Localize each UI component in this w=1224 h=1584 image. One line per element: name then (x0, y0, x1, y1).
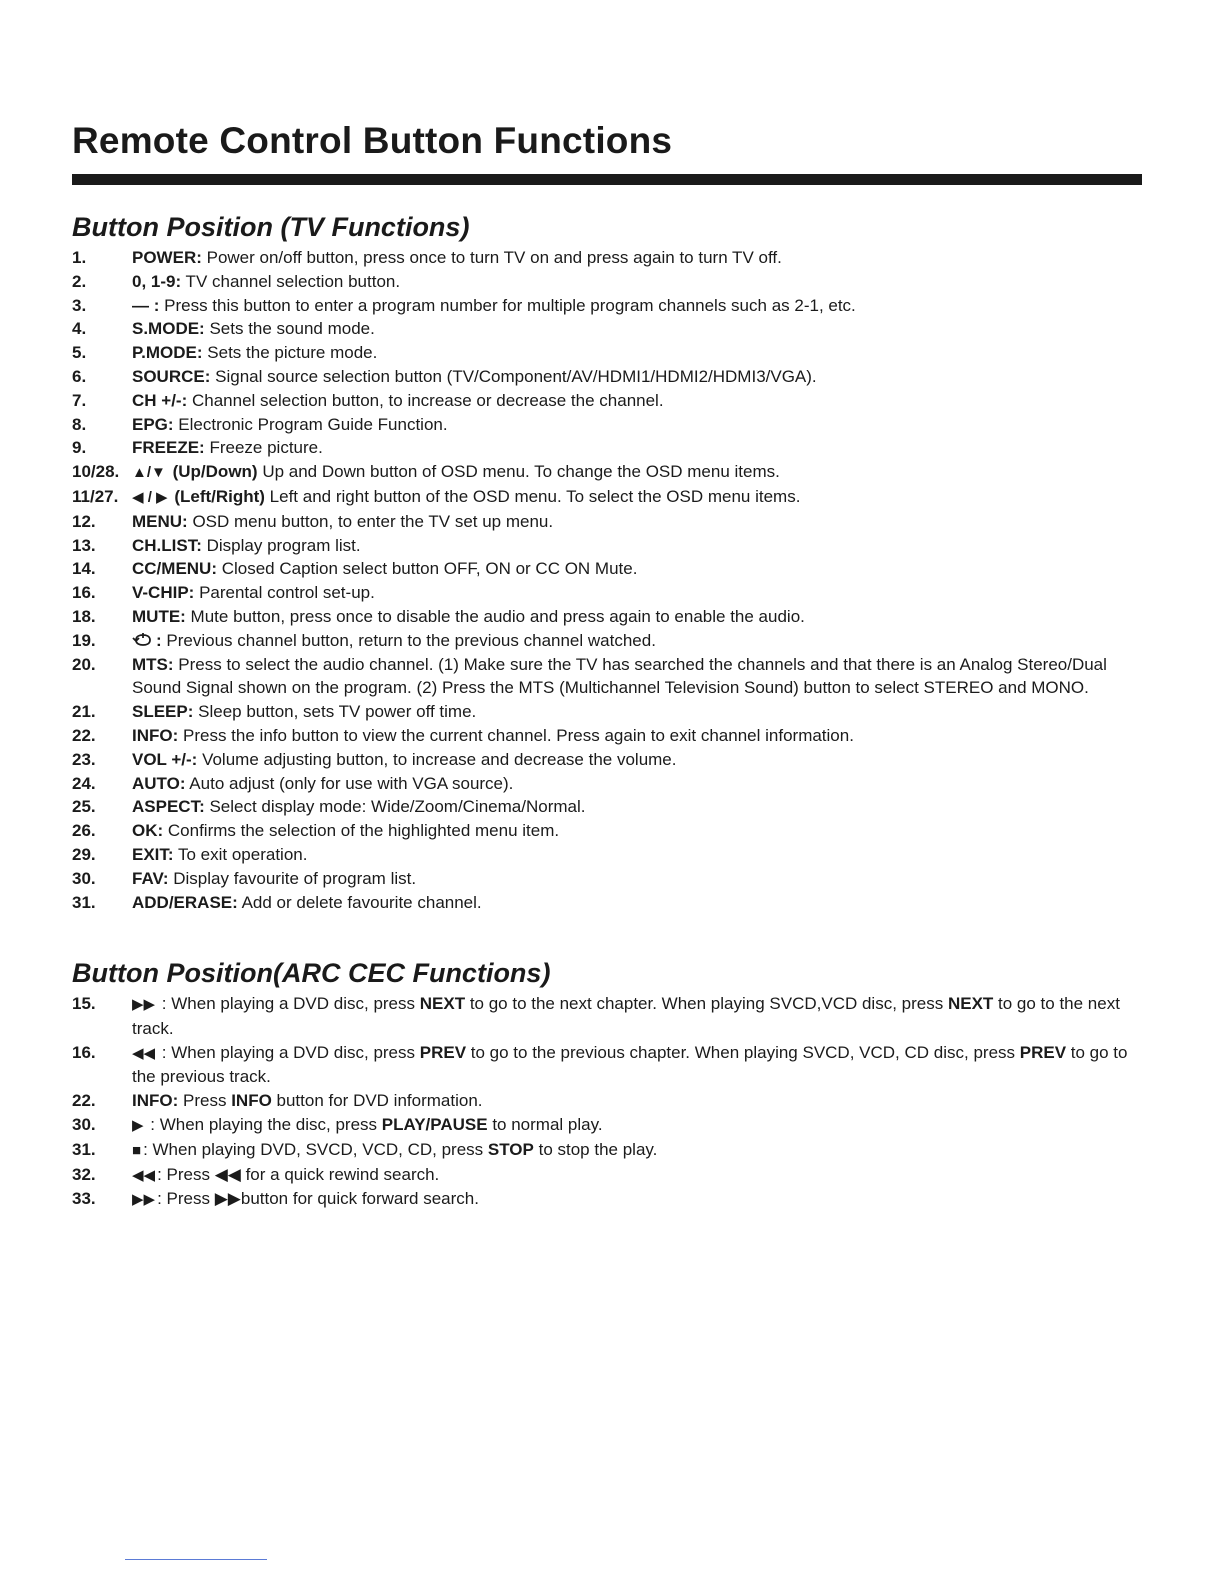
item-number: 29. (72, 844, 96, 864)
list-item (72, 389, 1142, 413)
item-number: 30. (72, 868, 96, 888)
button-symbol-icon: ▶ (132, 1116, 144, 1134)
button-description: Sets the picture mode. (202, 343, 378, 363)
section-title-tv-functions: Button Position (TV Functions) (72, 212, 470, 242)
item-number: 22. (72, 1091, 96, 1111)
list-item (72, 413, 1142, 437)
button-label: (Left/Right) (174, 486, 265, 506)
item-description (132, 819, 1142, 843)
button-description: Display program list. (201, 535, 361, 555)
button-description: Sleep button, sets TV power off time. (193, 702, 477, 722)
list-item (72, 1187, 1142, 1212)
description-text: : Press (157, 1189, 215, 1209)
button-description: Add or delete favourite channel. (237, 892, 482, 912)
button-label: AUTO: (132, 773, 186, 793)
description-text: : When playing the disc, press (145, 1114, 382, 1134)
button-label: EPG: (132, 414, 174, 434)
item-number: 24. (72, 773, 96, 793)
button-description: Select display mode: Wide/Zoom/Cinema/Normal. (204, 797, 586, 817)
item-description (132, 1163, 1142, 1188)
button-label: SOURCE: (132, 366, 211, 386)
list-item (72, 581, 1142, 605)
button-label: VOL +/-: (132, 749, 198, 769)
list-item (72, 557, 1142, 581)
button-description: Up and Down button of OSD menu. To change the OSD menu items. (257, 462, 780, 482)
list-item (72, 700, 1142, 724)
item-number: 6. (72, 366, 87, 386)
item-number: 18. (72, 606, 96, 626)
button-description: Parental control set-up. (194, 583, 375, 603)
button-description: Signal source selection button (TV/Component/AV/HDMI1/HDMI2/HDMI3/VGA). (210, 366, 817, 386)
list-item (72, 436, 1142, 460)
item-number: 16. (72, 1042, 96, 1062)
description-text: : When playing a DVD disc, press (157, 994, 420, 1013)
item-number: 14. (72, 559, 96, 579)
item-number: 7. (72, 390, 87, 410)
item-number: 20. (72, 654, 96, 674)
button-description: Closed Caption select button OFF, ON or CC ON Mute. (217, 559, 638, 579)
description-text: button for quick forward search. (240, 1189, 479, 1209)
description-text: to go to the next chapter. When playing SVCD,VCD disc, press (465, 994, 948, 1013)
item-number: 25. (72, 797, 96, 817)
button-description: Display favourite of program list. (168, 868, 417, 888)
list-item (72, 1113, 1142, 1138)
item-description (132, 485, 1142, 510)
list-item (72, 772, 1142, 796)
button-description: Press the info button to view the current channel. Press again to exit channel information. (178, 725, 854, 745)
button-label: ASPECT: (132, 797, 205, 817)
button-symbol-icon: ▲/▼ (132, 464, 166, 482)
list-item (72, 867, 1142, 891)
item-number: 19. (72, 630, 96, 650)
list-item (72, 317, 1142, 341)
description-text: : When playing a DVD disc, press (157, 1042, 420, 1062)
emphasis-text: NEXT (419, 994, 466, 1013)
tv-functions-list (72, 246, 1142, 914)
button-symbol-icon: ◀ / ▶ (132, 488, 168, 506)
button-symbol-icon: ◀◀ (132, 1166, 156, 1184)
button-description: Press to select the audio channel. (1) Make sure the TV has searched the channels and that there is an Analog Stereo/Dual Sound Signal shown on the program. (2) Press the MTS (Multichannel Television Sound) button to select STEREO and MONO. (132, 654, 1107, 698)
emphasis-text: PREV (419, 1042, 467, 1062)
list-item (72, 1089, 1142, 1113)
item-number: 3. (72, 295, 87, 315)
item-description (132, 653, 1142, 701)
button-label: CH +/-: (132, 390, 188, 410)
button-description: Power on/off button, press once to turn TV on and press again to turn TV off. (201, 248, 782, 267)
item-description (132, 413, 1142, 437)
description-text: to stop the play. (533, 1139, 658, 1159)
button-description: Electronic Program Guide Function. (173, 414, 448, 434)
button-label: MTS: (132, 654, 174, 674)
button-label: ADD/ERASE: (132, 892, 238, 912)
item-description (132, 341, 1142, 365)
button-label: (Up/Down) (172, 462, 258, 482)
button-symbol-icon: ■ (132, 1141, 142, 1159)
button-label: MENU: (132, 511, 188, 531)
item-description (132, 795, 1142, 819)
button-label: 0, 1-9: (132, 271, 182, 291)
item-description (132, 992, 1142, 1041)
button-symbol-icon: ◀◀ (132, 1044, 156, 1062)
button-label: FAV: (132, 868, 169, 888)
item-number: 12. (72, 511, 96, 531)
item-description (132, 246, 1142, 270)
item-description (132, 891, 1142, 915)
item-description (132, 724, 1142, 748)
button-description: Previous channel button, return to the previous channel watched. (161, 630, 656, 650)
description-text: to go to the previous track. (132, 1042, 1128, 1087)
button-label: OK: (132, 821, 164, 841)
button-description: Press this button to enter a program number for multiple program channels such as 2-1, etc. (159, 295, 856, 315)
emphasis-text: ◀◀ (214, 1164, 241, 1184)
button-description: Auto adjust (only for use with VGA source). (185, 773, 514, 793)
item-number: 2. (72, 271, 87, 291)
item-number: 21. (72, 702, 96, 722)
button-description: Mute button, press once to disable the audio and press again to enable the audio. (185, 606, 805, 626)
item-description (132, 772, 1142, 796)
list-item (72, 629, 1142, 653)
recall-icon (132, 632, 154, 648)
list-item (72, 365, 1142, 389)
item-number: 22. (72, 725, 96, 745)
emphasis-text: ▶▶ (214, 1189, 241, 1209)
arc-cec-functions-list (72, 992, 1142, 1212)
button-label: FREEZE: (132, 438, 205, 458)
list-item (72, 748, 1142, 772)
item-number: 16. (72, 583, 96, 603)
item-number: 33. (72, 1189, 96, 1209)
item-number: 31. (72, 892, 96, 912)
item-number: 13. (72, 535, 96, 555)
emphasis-text: PLAY/PAUSE (381, 1114, 488, 1134)
item-number: 10/28. (72, 462, 120, 482)
button-symbol-icon: ▶▶ (132, 996, 156, 1013)
item-number: 4. (72, 319, 87, 339)
button-description: Sets the sound mode. (204, 319, 375, 339)
item-description (132, 1113, 1142, 1138)
button-description: Volume adjusting button, to increase and decrease the volume. (197, 749, 677, 769)
item-description (132, 1138, 1142, 1163)
button-description: Channel selection button, to increase or decrease the channel. (187, 390, 664, 410)
item-number: 31. (72, 1139, 96, 1159)
button-label: POWER: (132, 248, 202, 267)
item-description (132, 1089, 1142, 1113)
item-description (132, 700, 1142, 724)
list-item (72, 605, 1142, 629)
description-text: to go to the previous chapter. When playing SVCD, VCD, CD disc, press (466, 1042, 1020, 1062)
item-number: 32. (72, 1164, 96, 1184)
description-text: to go to the next track. (132, 994, 1120, 1038)
description-text: to normal play. (487, 1114, 603, 1134)
item-number: 8. (72, 414, 87, 434)
button-label: : (156, 630, 162, 650)
item-description (132, 294, 1142, 318)
list-item (72, 843, 1142, 867)
emphasis-text: NEXT (947, 994, 994, 1013)
item-number: 26. (72, 821, 96, 841)
item-description (132, 557, 1142, 581)
item-description (132, 460, 1142, 485)
button-label: — : (132, 295, 160, 315)
item-description (132, 389, 1142, 413)
list-item (72, 510, 1142, 534)
section-title-arc-cec-functions: Button Position(ARC CEC Functions) (72, 958, 551, 988)
item-description (132, 365, 1142, 389)
list-item (72, 819, 1142, 843)
item-number: 23. (72, 749, 96, 769)
emphasis-text: STOP (487, 1139, 534, 1159)
list-item (72, 341, 1142, 365)
list-item (72, 1041, 1142, 1090)
description-text: button for DVD information. (271, 1091, 483, 1111)
description-text: : When playing DVD, SVCD, VCD, CD, press (143, 1139, 488, 1159)
item-description (132, 270, 1142, 294)
description-text: Press (178, 1091, 232, 1111)
button-label: S.MODE: (132, 319, 205, 339)
description-text: for a quick rewind search. (240, 1164, 440, 1184)
item-number: 11/27. (72, 486, 119, 506)
button-label: V-CHIP: (132, 583, 195, 603)
list-item (72, 460, 1142, 485)
button-label: SLEEP: (132, 702, 194, 722)
button-label: MUTE: (132, 606, 186, 626)
item-description (132, 605, 1142, 629)
button-description: Confirms the selection of the highlighted menu item. (163, 821, 560, 841)
button-label: EXIT: (132, 844, 174, 864)
list-item (72, 724, 1142, 748)
item-description (132, 748, 1142, 772)
item-description (132, 1187, 1142, 1212)
list-item (72, 795, 1142, 819)
button-description: Left and right button of the OSD menu. To select the OSD menu items. (264, 486, 801, 506)
emphasis-text: INFO (231, 1091, 272, 1111)
list-item (72, 270, 1142, 294)
list-item (72, 1163, 1142, 1188)
item-description (132, 1041, 1142, 1090)
item-description (132, 629, 1142, 653)
button-label: P.MODE: (132, 343, 203, 363)
button-description: Freeze picture. (204, 438, 323, 458)
item-number: 5. (72, 343, 87, 363)
button-description: OSD menu button, to enter the TV set up menu. (187, 511, 554, 531)
item-description (132, 436, 1142, 460)
list-item (72, 992, 1142, 1041)
item-description (132, 843, 1142, 867)
button-label: CH.LIST: (132, 535, 202, 555)
item-number: 15. (72, 994, 96, 1013)
list-item (72, 485, 1142, 510)
item-number: 30. (72, 1114, 96, 1134)
list-item (72, 1138, 1142, 1163)
page-title: Remote Control Button Functions (72, 120, 673, 161)
button-label: CC/MENU: (132, 559, 217, 579)
button-label: INFO: (132, 725, 179, 745)
button-description: TV channel selection button. (181, 271, 401, 291)
item-number: 9. (72, 438, 87, 458)
emphasis-text: PREV (1019, 1042, 1067, 1062)
item-description (132, 510, 1142, 534)
title-divider (72, 174, 1142, 185)
item-description (132, 581, 1142, 605)
list-item (72, 534, 1142, 558)
list-item (72, 294, 1142, 318)
item-number: 1. (72, 248, 87, 267)
list-item (72, 653, 1142, 701)
button-symbol-icon: ▶▶ (132, 1191, 156, 1209)
item-description (132, 534, 1142, 558)
list-item (72, 246, 1142, 270)
footer-divider (125, 1559, 267, 1560)
description-text: : Press (157, 1164, 215, 1184)
button-description: To exit operation. (173, 844, 308, 864)
item-description (132, 317, 1142, 341)
emphasis-text: INFO: (132, 1091, 179, 1111)
list-item (72, 891, 1142, 915)
item-description (132, 867, 1142, 891)
